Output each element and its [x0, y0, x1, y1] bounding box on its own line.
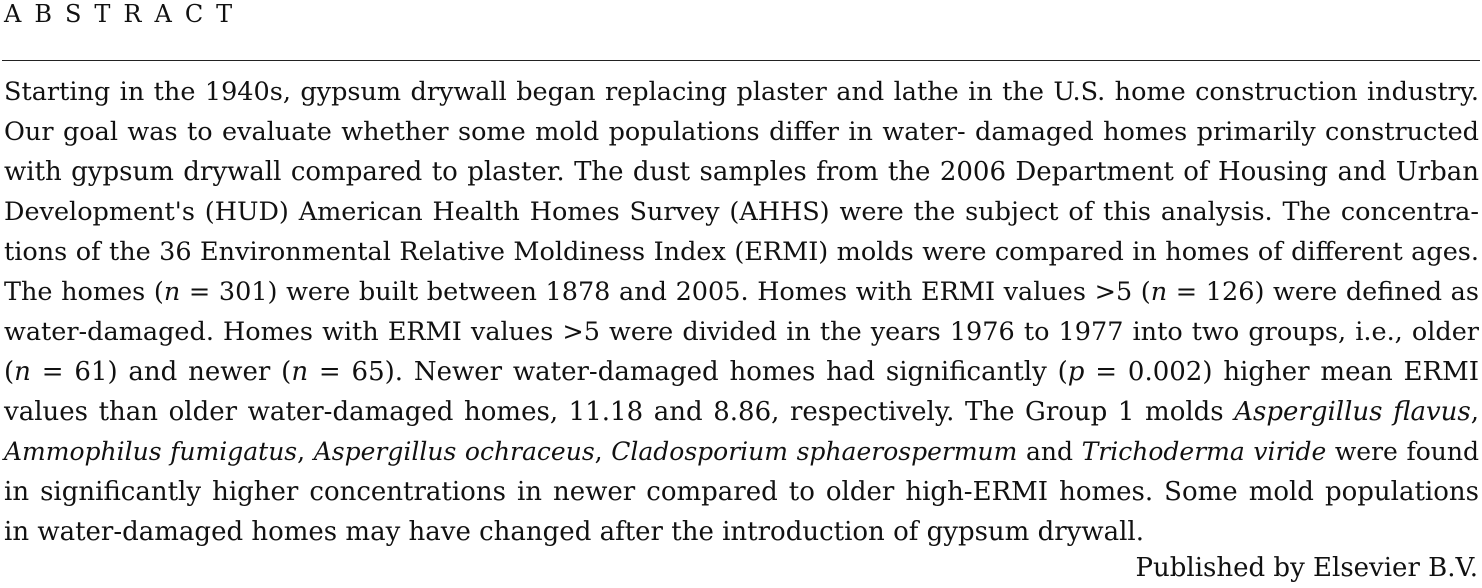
abstract-line-11: in significantly higher concentrations in newer compared to older high-ERMI homes. Some mold populations — [4, 477, 1479, 507]
species-trichoderma-viride: Trichoderma viride — [1081, 437, 1327, 466]
line-9-comma: , — [1470, 397, 1480, 427]
abstract-line-4: Development's (HUD) American Health Homes Survey (AHHS) were the subject of this analysis. The concentra- — [4, 197, 1479, 227]
species-aspergillus-flavus: Aspergillus flavus — [1234, 397, 1471, 427]
abstract-line-10 — [4, 432, 1479, 472]
abstract-body — [4, 72, 1479, 552]
line-10-sep-2: , — [594, 437, 612, 466]
abstract-line-12: in water-damaged homes may have changed after the introduction of gypsum drywall. — [4, 517, 1145, 547]
line-10-and: and — [1017, 437, 1082, 466]
line-9-text: values than older water-damaged homes, 11.18 and 8.86, respectively. The Group 1 molds — [4, 397, 1235, 427]
abstract-line-8: (n = 61) and newer (n = 65). Newer water-damaged homes had significantly (p = 0.002) higher mean ERMI — [4, 357, 1479, 387]
abstract-line-3: with gypsum drywall compared to plaster. The dust samples from the 2006 Department of Housing and Urban — [4, 157, 1479, 187]
line-10-sep-1: , — [297, 437, 314, 466]
publisher-note: Published by Elsevier B.V. — [1135, 553, 1478, 583]
section-heading: ABSTRACT — [4, 0, 246, 28]
abstract-line-9 — [4, 392, 1479, 432]
abstract-line-2: Our goal was to evaluate whether some mold populations differ in water- damaged homes primarily constructed — [4, 117, 1479, 147]
abstract-line-5: tions of the 36 Environmental Relative Moldiness Index (ERMI) molds were compared in homes of different ages. — [4, 237, 1479, 267]
abstract-line-7: water-damaged. Homes with ERMI values >5 were divided in the years 1976 to 1977 into two groups, i.e., older — [4, 317, 1479, 347]
species-aspergillus-ochraceus: Aspergillus ochraceus — [313, 437, 595, 466]
species-cladosporium-sphaerospermum: Cladosporium sphaerospermum — [611, 437, 1018, 466]
heading-divider — [2, 60, 1480, 61]
line-10-end: were found — [1326, 437, 1479, 466]
abstract-line-6: The homes (n = 301) were built between 1878 and 2005. Homes with ERMI values >5 (n = 126) were defined as — [4, 277, 1479, 307]
abstract-line-1: Starting in the 1940s, gypsum drywall began replacing plaster and lathe in the U.S. home construction industry. — [4, 77, 1479, 107]
species-ammophilus-fumigatus: Ammophilus fumigatus — [4, 437, 298, 466]
